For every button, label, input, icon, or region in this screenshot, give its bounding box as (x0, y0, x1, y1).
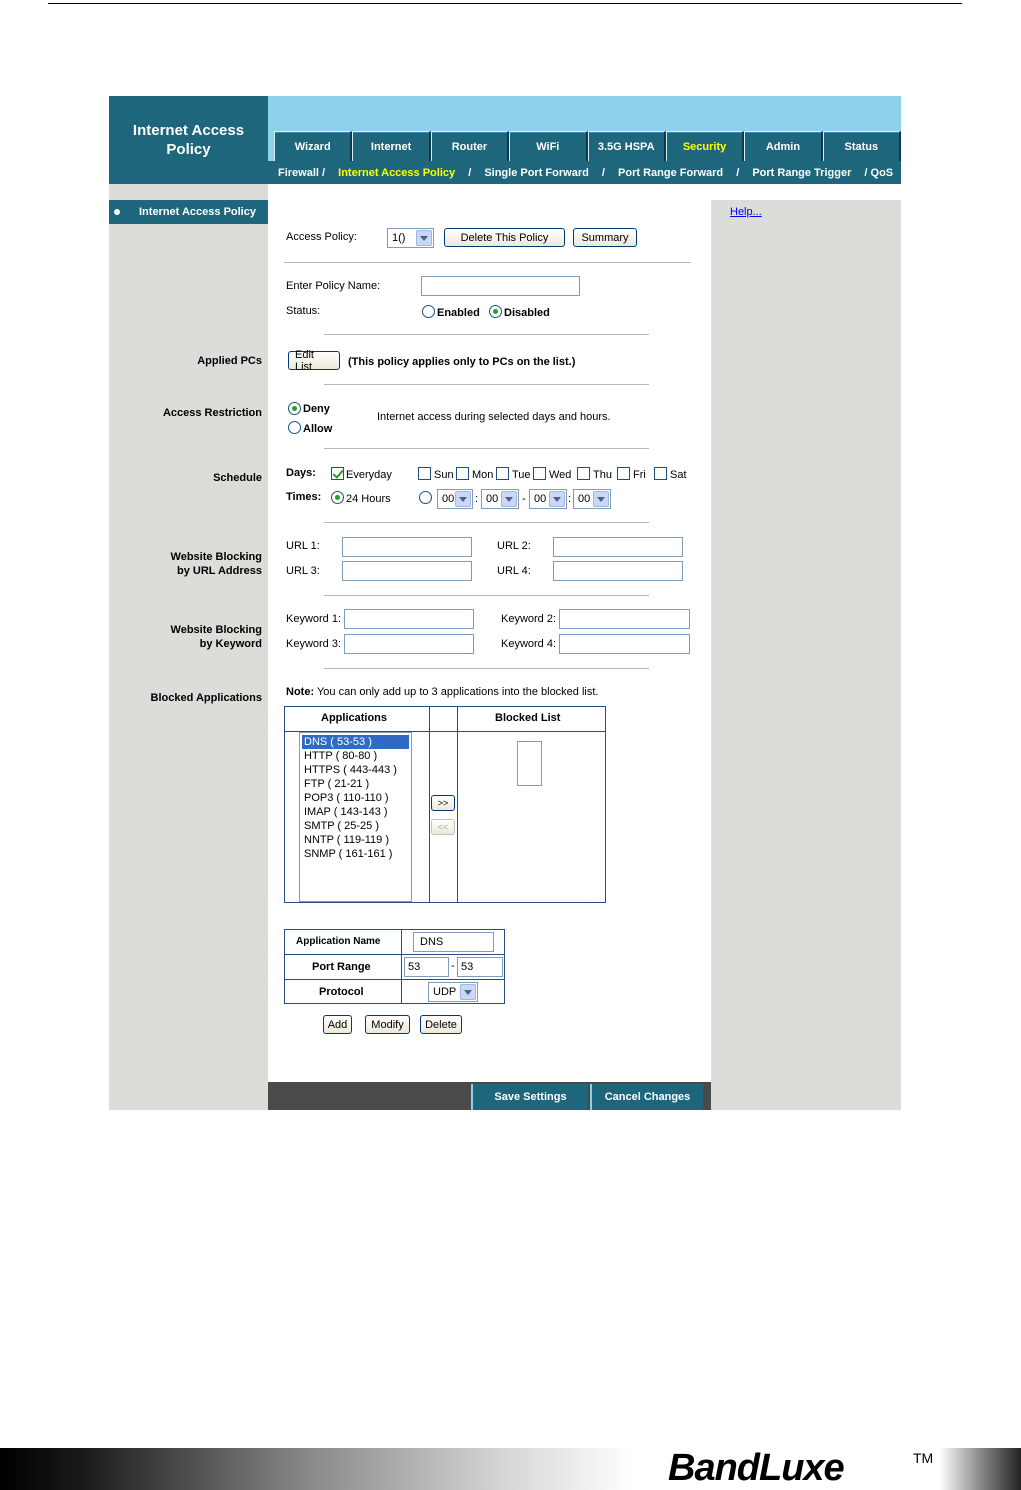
select-value: 00 (534, 493, 547, 505)
time-dash: - (522, 493, 526, 505)
chevron-down-icon (460, 984, 476, 1000)
select-value: 00 (578, 493, 591, 505)
list-item[interactable]: NNTP ( 119-119 ) (304, 834, 389, 846)
chevron-down-icon (416, 230, 432, 246)
keyword3-input[interactable] (344, 634, 474, 654)
select-value: 00 (486, 493, 499, 505)
page-title-line1: Internet Access (132, 122, 245, 139)
trademark-mark: TM (913, 1450, 934, 1466)
deny-label: Deny (303, 403, 330, 415)
select-value: 00 (442, 493, 455, 505)
app-name-label: Application Name (296, 936, 381, 947)
form-row-rule (284, 979, 505, 980)
end-hour-select[interactable] (529, 489, 567, 509)
list-item[interactable]: FTP ( 21-21 ) (304, 778, 370, 790)
divider (324, 334, 649, 335)
subnav-bar (268, 161, 901, 184)
thu-checkbox[interactable] (577, 467, 590, 480)
list-item[interactable]: DNS ( 53-53 ) (302, 735, 409, 749)
keyword2-label: Keyword 2: (501, 613, 557, 625)
add-to-blocked-button[interactable]: >> (431, 795, 455, 811)
blocked-note (286, 686, 598, 698)
subnav-separator: / (468, 167, 472, 179)
sidebar-item-label: Internet Access Policy (139, 206, 256, 218)
table-col-rule (429, 706, 430, 903)
tab-internet[interactable]: Internet (352, 131, 430, 161)
header-bar (268, 96, 901, 184)
table-col-rule (457, 706, 458, 903)
subnav (278, 167, 893, 179)
sidebar-item-internet-access-policy[interactable] (109, 200, 268, 224)
label-line: Website Blocking (170, 551, 262, 563)
time-colon: : (475, 493, 479, 505)
deny-radio[interactable] (288, 402, 301, 415)
subnav-qos[interactable]: / QoS (864, 167, 894, 179)
form-row-rule (284, 954, 505, 955)
label-line: Website Blocking (170, 624, 262, 636)
url1-label: URL 1: (286, 540, 320, 552)
label-schedule: Schedule (213, 472, 262, 484)
status-disabled-radio[interactable] (489, 305, 502, 318)
start-hour-select[interactable] (437, 489, 473, 509)
bullet-icon (114, 209, 120, 215)
list-item[interactable]: POP3 ( 110-110 ) (304, 792, 389, 804)
brand-bar (0, 1448, 1021, 1490)
note-text: You can only add up to 3 applications into the blocked list. (316, 686, 599, 698)
delete-button[interactable]: Delete (420, 1015, 462, 1034)
time-colon: : (568, 493, 572, 505)
label-website-blocking-url (171, 550, 262, 578)
url3-input[interactable] (342, 561, 472, 581)
port-range-from-input[interactable]: 53 (404, 957, 449, 977)
url3-label: URL 3: (286, 565, 320, 577)
tab-status[interactable]: Status (823, 131, 901, 161)
allow-radio[interactable] (288, 421, 301, 434)
chevron-down-icon (501, 491, 517, 507)
status-disabled-label: Disabled (504, 307, 550, 319)
main-content (268, 184, 711, 1082)
help-top-strip (711, 184, 901, 200)
label-line: by Keyword (199, 638, 262, 650)
wed-label: Wed (549, 469, 572, 481)
divider (324, 595, 649, 596)
keyword1-input[interactable] (344, 609, 474, 629)
times-label: Times: (286, 491, 322, 503)
divider (324, 384, 649, 385)
url2-label: URL 2: (497, 540, 531, 552)
24-hours-label: 24 Hours (346, 493, 391, 505)
sun-checkbox[interactable] (418, 467, 431, 480)
col-blocked-list: Blocked List (495, 712, 561, 724)
subnav-single-port-forward[interactable]: Single Port Forward (484, 167, 589, 179)
note-bold: Note: (286, 686, 315, 698)
end-minute-select[interactable] (573, 489, 611, 509)
chevron-down-icon (549, 491, 565, 507)
tab-admin[interactable]: Admin (744, 131, 822, 161)
access-policy-select[interactable] (387, 228, 434, 248)
main-tabs (274, 131, 901, 161)
protocol-label: Protocol (319, 986, 364, 998)
divider (324, 668, 649, 669)
keyword4-input[interactable] (559, 634, 690, 654)
app-name-input[interactable]: DNS (413, 932, 494, 952)
page-top-rule (48, 3, 962, 4)
tue-label: Tue (512, 469, 531, 481)
everyday-checkbox[interactable] (331, 467, 344, 480)
tab-security[interactable]: Security (666, 131, 744, 161)
port-range-dash: - (451, 960, 455, 972)
label-blocked-applications: Blocked Applications (150, 692, 262, 704)
tab-wizard[interactable]: Wizard (274, 131, 352, 161)
list-item[interactable]: IMAP ( 143-143 ) (304, 806, 388, 818)
page-title (109, 96, 268, 184)
divider (324, 448, 649, 449)
subnav-separator: / (736, 167, 740, 179)
label-access-restriction: Access Restriction (162, 407, 262, 419)
help-link[interactable]: Help... (730, 206, 762, 218)
select-value: UDP (433, 986, 457, 998)
start-minute-select[interactable] (481, 489, 519, 509)
select-value: 1() (392, 232, 406, 244)
everyday-label: Everyday (346, 469, 392, 481)
label-applied-pcs: Applied PCs (197, 355, 262, 367)
subnav-port-range-forward[interactable]: Port Range Forward (618, 167, 724, 179)
applied-pcs-note: (This policy applies only to PCs on the list.) (348, 356, 576, 368)
24-hours-radio[interactable] (331, 491, 344, 504)
router-ui (109, 96, 901, 1110)
tue-checkbox[interactable] (496, 467, 509, 480)
subnav-separator: / (601, 167, 605, 179)
subnav-firewall[interactable]: Firewall / (278, 167, 326, 179)
port-range-label: Port Range (312, 961, 371, 973)
tab-wifi[interactable]: WiFi (509, 131, 587, 161)
label-website-blocking-keyword (171, 623, 262, 651)
custom-time-radio[interactable] (419, 491, 432, 504)
save-settings-button[interactable]: Save Settings (471, 1084, 588, 1110)
applications-listbox[interactable] (299, 732, 412, 902)
label-line: by URL Address (177, 565, 262, 577)
form-col-rule (401, 929, 402, 1004)
url2-input[interactable] (553, 537, 683, 557)
chevron-down-icon (455, 491, 471, 507)
fri-label: Fri (633, 469, 646, 481)
cancel-changes-button[interactable]: Cancel Changes (590, 1084, 703, 1110)
url4-label: URL 4: (497, 565, 531, 577)
port-range-to-input[interactable]: 53 (457, 957, 503, 977)
keyword4-label: Keyword 4: (501, 638, 557, 650)
wed-checkbox[interactable] (533, 467, 546, 480)
fri-checkbox[interactable] (617, 467, 630, 480)
url1-input[interactable] (342, 537, 472, 557)
thu-label: Thu (593, 469, 612, 481)
footer-bar (268, 1082, 711, 1110)
remove-from-blocked-button[interactable]: << (431, 819, 455, 835)
sidebar (109, 184, 268, 1110)
access-policy-label: Access Policy: (286, 231, 357, 243)
tab-hspa[interactable]: 3.5G HSPA (588, 131, 666, 161)
list-item[interactable]: SNMP ( 161-161 ) (304, 848, 393, 860)
col-applications: Applications (321, 712, 388, 724)
chevron-down-icon (593, 491, 609, 507)
list-item[interactable]: SMTP ( 25-25 ) (304, 820, 379, 832)
status-enabled-label: Enabled (437, 307, 480, 319)
list-item[interactable]: HTTPS ( 443-443 ) (304, 764, 397, 776)
restriction-text: Internet access during selected days and hours. (377, 411, 611, 423)
allow-label: Allow (303, 423, 333, 435)
status-label: Status: (286, 305, 321, 317)
delete-policy-button[interactable]: Delete This Policy (444, 228, 565, 247)
mon-label: Mon (472, 469, 494, 481)
subnav-port-range-trigger[interactable]: Port Range Trigger (752, 167, 852, 179)
keyword2-input[interactable] (559, 609, 690, 629)
divider (284, 262, 691, 263)
keyword3-label: Keyword 3: (286, 638, 342, 650)
tab-router[interactable]: Router (431, 131, 509, 161)
url4-input[interactable] (553, 561, 683, 581)
modify-button[interactable]: Modify (365, 1015, 410, 1034)
status-enabled-radio[interactable] (422, 305, 435, 318)
list-item[interactable]: HTTP ( 80-80 ) (304, 750, 378, 762)
help-column (711, 200, 901, 1110)
add-button[interactable]: Add (323, 1015, 352, 1034)
sat-checkbox[interactable] (654, 467, 667, 480)
summary-button[interactable]: Summary (573, 228, 637, 247)
page-title-line2: Policy (166, 141, 211, 158)
sat-label: Sat (670, 469, 687, 481)
brand-logo: BandLuxe (668, 1447, 844, 1489)
keyword1-label: Keyword 1: (286, 613, 342, 625)
mon-checkbox[interactable] (456, 467, 469, 480)
days-label: Days: (286, 467, 316, 479)
sun-label: Sun (434, 469, 454, 481)
edit-list-button[interactable]: Edit List (288, 351, 340, 370)
divider (324, 522, 649, 523)
protocol-select[interactable] (428, 982, 478, 1002)
policy-name-label: Enter Policy Name: (286, 280, 381, 292)
blocked-listbox[interactable] (517, 741, 542, 786)
policy-name-input[interactable] (421, 276, 580, 296)
subnav-internet-access-policy[interactable]: Internet Access Policy (338, 167, 456, 179)
